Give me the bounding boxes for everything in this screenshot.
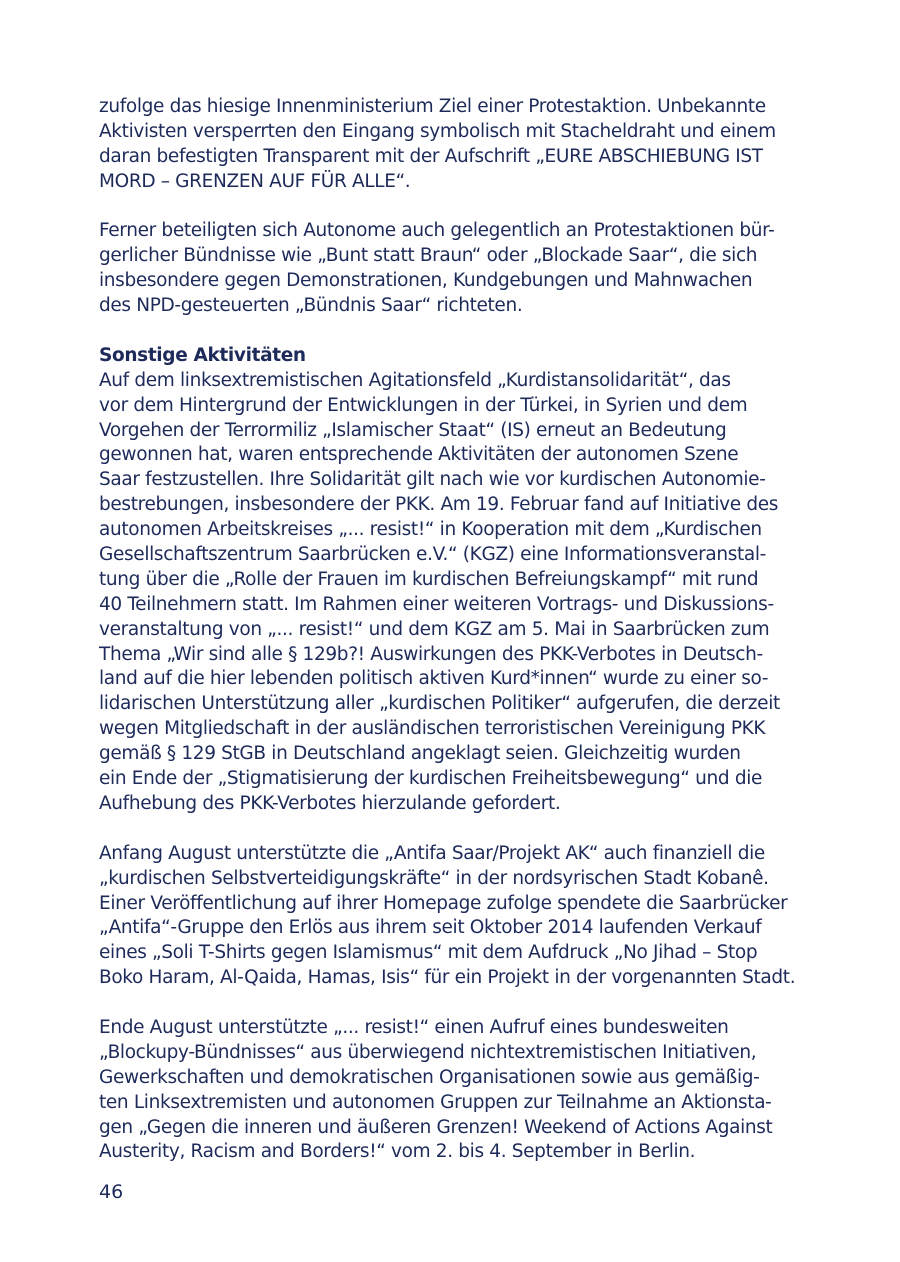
text-line: Austerity, Racism and Borders!“ vom 2. bis 4. September in Berlin. — [99, 1141, 696, 1163]
page-number: 46 — [99, 1181, 124, 1203]
paragraph-antifa-kobane — [99, 842, 801, 991]
document-body — [99, 95, 801, 1165]
text-line: Einer Veröffentlichung auf ihrer Homepage zufolge spendete die Saarbrücker — [99, 892, 788, 914]
paragraph-spacer — [99, 195, 801, 220]
paragraph-spacer — [99, 319, 801, 344]
text-line: tung über die „Rolle der Frauen im kurdischen Befreiungskampf“ mit rund — [99, 568, 759, 590]
text-line: wegen Mitgliedschaft in der ausländischen terroristischen Vereinigung PKK — [99, 718, 766, 740]
text-line: gen „Gegen die inneren und äußeren Grenzen! Weekend of Actions Against — [99, 1116, 773, 1138]
text-line: eines „Soli T-Shirts gegen Islamismus“ mit dem Aufdruck „No Jihad – Stop — [99, 942, 758, 964]
text-line: Gewerkschaften und demokratischen Organisationen sowie aus gemäßig- — [99, 1066, 760, 1088]
text-line: bestrebungen, insbesondere der PKK. Am 19. Februar fand auf Initiative des — [99, 494, 779, 516]
paragraph-buendnisse — [99, 219, 801, 319]
text-line: lidarischen Unterstützung aller „kurdischen Politiker“ aufgerufen, die derzeit — [99, 693, 780, 715]
text-line: Ferner beteiligten sich Autonome auch gelegentlich an Protestaktionen bür- — [99, 220, 775, 242]
text-line: Ende August unterstützte „... resist!“ einen Aufruf eines bundesweiten — [99, 1016, 729, 1038]
text-line: „Antifa“-Gruppe den Erlös aus ihrem seit Oktober 2014 laufenden Verkauf — [99, 917, 762, 939]
text-line: veranstaltung von „... resist!“ und dem KGZ am 5. Mai in Saarbrücken zum — [99, 618, 770, 640]
text-line: Vorgehen der Terrormiliz „Islamischer Staat“ (IS) erneut an Bedeutung — [99, 419, 727, 441]
text-line: vor dem Hintergrund der Entwicklungen in der Türkei, in Syrien und dem — [99, 394, 748, 416]
text-line: Aufhebung des PKK-Verbotes hierzulande gefordert. — [99, 792, 561, 814]
text-line: Gesellschaftszentrum Saarbrücken e.V.“ (KGZ) eine Informationsveranstal- — [99, 544, 766, 566]
paragraph-spacer — [99, 817, 801, 842]
text-line: insbesondere gegen Demonstrationen, Kundgebungen und Mahnwachen — [99, 270, 753, 292]
paragraph-spacer — [99, 991, 801, 1016]
text-line: autonomen Arbeitskreises „... resist!“ in Kooperation mit dem „Kurdischen — [99, 519, 762, 541]
text-line: MORD – GRENZEN AUF FÜR ALLE“. — [99, 170, 411, 192]
text-line: ten Linksextremisten und autonomen Gruppen zur Teilnahme an Aktionsta- — [99, 1091, 772, 1113]
paragraph-blockupy — [99, 1016, 801, 1165]
text-line: gewonnen hat, waren entsprechende Aktivitäten der autonomen Szene — [99, 444, 739, 466]
text-line: gemäß § 129 StGB in Deutschland angeklagt seien. Gleichzeitig wurden — [99, 743, 741, 765]
text-line: Saar festzustellen. Ihre Solidarität gilt nach wie vor kurdischen Autonomie- — [99, 469, 766, 491]
text-line: Anfang August unterstützte die „Antifa Saar/Projekt AK“ auch finanziell die — [99, 842, 765, 864]
paragraph-protest-ministry — [99, 95, 801, 195]
text-line: Thema „Wir sind alle § 129b?! Auswirkungen des PKK-Verbotes in Deutsch- — [99, 643, 763, 665]
section-heading: Sonstige Aktivitäten — [99, 344, 306, 366]
text-line: zufolge das hiesige Innenministerium Ziel einer Protestaktion. Unbekannte — [99, 96, 766, 117]
text-line: daran befestigten Transparent mit der Aufschrift „EURE ABSCHIEBUNG IST — [99, 145, 763, 167]
paragraph-sonstige-aktivitaeten — [99, 344, 801, 817]
text-line: „kurdischen Selbstverteidigungskräfte“ in der nordsyrischen Stadt Kobanê. — [99, 867, 769, 889]
text-line: 40 Teilnehmern statt. Im Rahmen einer weiteren Vortrags- und Diskussions- — [99, 593, 774, 615]
text-line: land auf die hier lebenden politisch aktiven Kurd*innen“ wurde zu einer so- — [99, 668, 769, 690]
text-line: ein Ende der „Stigmatisierung der kurdischen Freiheitsbewegung“ und die — [99, 768, 763, 790]
text-line: Aktivisten versperrten den Eingang symbolisch mit Stacheldraht und einem — [99, 120, 776, 142]
text-line: Auf dem linksextremistischen Agitationsfeld „Kurdistansolidarität“, das — [99, 369, 731, 391]
text-line: „Blockupy-Bündnisses“ aus überwiegend nichtextremistischen Initiativen, — [99, 1041, 757, 1063]
text-line: gerlicher Bündnisse wie „Bunt statt Braun“ oder „Blockade Saar“, die sich — [99, 245, 758, 267]
text-line: Boko Haram, Al-Qaida, Hamas, Isis“ für ein Projekt in der vorgenannten Stadt. — [99, 967, 796, 989]
text-line: des NPD-gesteuerten „Bündnis Saar“ richteten. — [99, 295, 523, 317]
